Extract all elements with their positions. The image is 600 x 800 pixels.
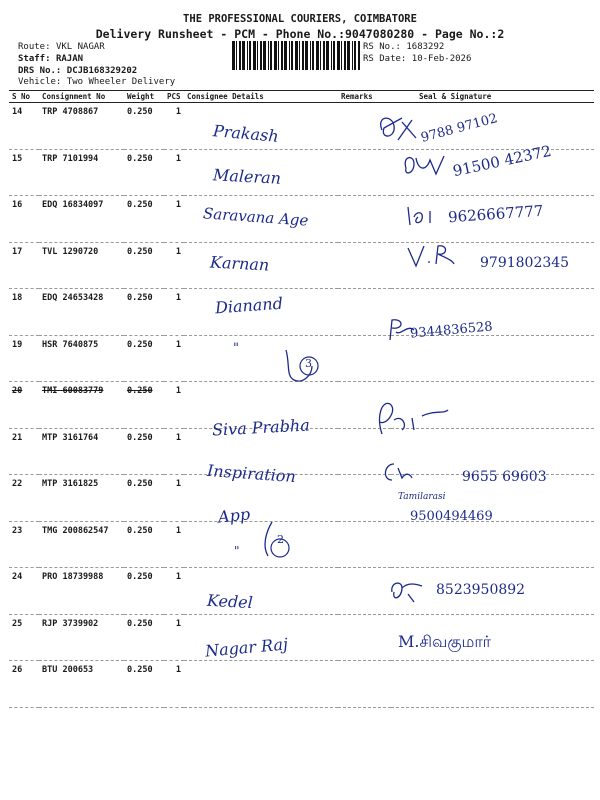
table-row bbox=[9, 428, 594, 475]
handwriting-consignee: Dianand bbox=[214, 293, 284, 318]
route-label: Route: bbox=[18, 42, 51, 52]
cell-weight: 0.250 bbox=[124, 149, 164, 196]
cell-consignment: TRP 7101994 bbox=[39, 149, 124, 196]
signature-note: 91500 42372 bbox=[451, 141, 553, 181]
signature-scribble-icon bbox=[380, 458, 416, 486]
cell-consignee bbox=[184, 661, 338, 708]
cell-consignment: MTP 3161764 bbox=[39, 428, 124, 475]
cell-pcs: 1 bbox=[164, 568, 184, 615]
handwriting-consignee: Kedel bbox=[206, 590, 254, 613]
cell-sno: 24 bbox=[9, 568, 39, 615]
rs-no-label: RS No.: bbox=[363, 42, 401, 52]
handwriting-consignee: Karnan bbox=[209, 252, 270, 275]
runsheet-subtitle: Delivery Runsheet - PCM - Phone No.:9047080280 - Page No.:2 bbox=[95, 27, 505, 41]
cell-sno: 17 bbox=[9, 242, 39, 289]
cell-weight: 0.250 bbox=[124, 335, 164, 382]
handwriting-consignee: Inspiration bbox=[206, 460, 297, 487]
signature-note: 9344836528 bbox=[409, 319, 494, 342]
cell-consignment: PRO 18739988 bbox=[39, 568, 124, 615]
cell-pcs: 1 bbox=[164, 289, 184, 336]
circled-number: 2 bbox=[277, 533, 284, 546]
cell-remarks bbox=[338, 521, 391, 568]
cell-remarks bbox=[338, 149, 391, 196]
handwriting-consignee: Siva Prabha bbox=[211, 415, 311, 440]
table-row bbox=[9, 103, 594, 150]
cell-remarks bbox=[338, 568, 391, 615]
rs-no-line bbox=[363, 42, 444, 52]
rs-date-label: RS Date: bbox=[363, 54, 407, 64]
cell-pcs: 1 bbox=[164, 614, 184, 661]
signature-scribble-icon bbox=[404, 203, 440, 229]
cell-pcs: 1 bbox=[164, 428, 184, 475]
cell-pcs: 1 bbox=[164, 335, 184, 382]
col-header-weight: Weight bbox=[124, 91, 164, 103]
cell-consignment: HSR 7640875 bbox=[39, 335, 124, 382]
cell-weight: 0.250 bbox=[124, 382, 164, 429]
cell-pcs: 1 bbox=[164, 382, 184, 429]
cell-weight: 0.250 bbox=[124, 614, 164, 661]
rs-no-value: 1683292 bbox=[406, 42, 445, 52]
drs-value: DCJB168329202 bbox=[66, 66, 138, 76]
col-header-consignment: Consignment No bbox=[39, 91, 124, 103]
signature-note: M.சிவகுமார் bbox=[398, 632, 492, 651]
cell-sno: 23 bbox=[9, 521, 39, 568]
circled-mark-icon bbox=[282, 346, 322, 386]
table-header-row bbox=[9, 91, 594, 103]
cell-consignment: TVL 1290720 bbox=[39, 242, 124, 289]
company-title: THE PROFESSIONAL COURIERS, COIMBATORE bbox=[183, 13, 417, 25]
cell-pcs: 1 bbox=[164, 242, 184, 289]
handwriting-consignee: Maleran bbox=[212, 165, 282, 188]
table-row bbox=[9, 661, 594, 708]
cell-sno: 25 bbox=[9, 614, 39, 661]
cell-sno: 22 bbox=[9, 475, 39, 522]
cell-weight: 0.250 bbox=[124, 521, 164, 568]
handwriting-consignee: Prakash bbox=[212, 121, 280, 146]
col-header-pcs: PCS bbox=[164, 91, 184, 103]
cell-pcs: 1 bbox=[164, 149, 184, 196]
signature-note: 9655 69603 bbox=[462, 469, 547, 485]
cell-consignment: EDQ 16834097 bbox=[39, 196, 124, 243]
cell-consignment: EDQ 24653428 bbox=[39, 289, 124, 336]
cell-sno: 15 bbox=[9, 149, 39, 196]
cell-pcs: 1 bbox=[164, 103, 184, 150]
cell-signature bbox=[391, 661, 594, 708]
handwriting-consignee: Saravana Age bbox=[202, 204, 309, 230]
col-header-consignee: Consignee Details bbox=[184, 91, 338, 103]
cell-weight: 0.250 bbox=[124, 428, 164, 475]
signature-scribble-icon bbox=[372, 396, 452, 440]
staff-value: RAJAN bbox=[55, 54, 84, 64]
cell-sno: 26 bbox=[9, 661, 39, 708]
route-line bbox=[18, 42, 105, 52]
cell-sno: 16 bbox=[9, 196, 39, 243]
cell-sno: 19 bbox=[9, 335, 39, 382]
vehicle-value: Two Wheeler Delivery bbox=[66, 77, 176, 87]
cell-remarks bbox=[338, 196, 391, 243]
cell-signature bbox=[391, 335, 594, 382]
cell-weight: 0.250 bbox=[124, 196, 164, 243]
rs-date-line bbox=[363, 54, 471, 64]
table-row bbox=[9, 614, 594, 661]
cell-consignment: TRP 4708867 bbox=[39, 103, 124, 150]
cell-sno: 14 bbox=[9, 103, 39, 150]
col-header-remarks: Remarks bbox=[338, 91, 391, 103]
cell-consignment: TMG 200862547 bbox=[39, 521, 124, 568]
cell-pcs: 1 bbox=[164, 196, 184, 243]
circled-mark-icon bbox=[250, 520, 296, 566]
cell-signature bbox=[391, 521, 594, 568]
handwriting-consignee: " bbox=[233, 341, 239, 356]
signature-note: 9500494469 bbox=[410, 509, 493, 524]
cell-remarks bbox=[338, 614, 391, 661]
signature-note: 9791802345 bbox=[480, 255, 570, 271]
cell-weight: 0.250 bbox=[124, 475, 164, 522]
cell-consignment: TMI 60083779 bbox=[39, 382, 124, 429]
cell-consignment: BTU 200653 bbox=[39, 661, 124, 708]
vehicle-label: Vehicle: bbox=[18, 77, 62, 87]
signature-note: 9626667777 bbox=[447, 201, 544, 227]
runsheet-table bbox=[9, 90, 594, 708]
cell-weight: 0.250 bbox=[124, 661, 164, 708]
signature-note: Tamilarasi bbox=[398, 492, 446, 502]
signature-scribble-icon bbox=[386, 576, 428, 606]
signature-scribble-icon bbox=[400, 150, 450, 184]
col-header-signature: Seal & Signature bbox=[391, 91, 594, 103]
signature-note: 9788 97102 bbox=[419, 111, 500, 146]
circled-number: 3 bbox=[305, 357, 312, 370]
rs-date-value: 10-Feb-2026 bbox=[411, 54, 472, 64]
drs-line bbox=[18, 66, 137, 76]
cell-pcs: 1 bbox=[164, 475, 184, 522]
cell-weight: 0.250 bbox=[124, 242, 164, 289]
cell-remarks bbox=[338, 242, 391, 289]
cell-pcs: 1 bbox=[164, 521, 184, 568]
handwriting-consignee: Nagar Raj bbox=[204, 634, 289, 661]
staff-line bbox=[18, 54, 83, 64]
table-row bbox=[9, 289, 594, 336]
drs-label: DRS No.: bbox=[18, 66, 62, 76]
signature-scribble-icon bbox=[404, 242, 456, 272]
cell-weight: 0.250 bbox=[124, 289, 164, 336]
cell-remarks bbox=[338, 661, 391, 708]
cell-weight: 0.250 bbox=[124, 568, 164, 615]
cell-consignment: RJP 3739902 bbox=[39, 614, 124, 661]
staff-label: Staff: bbox=[18, 54, 51, 64]
barcode-icon bbox=[232, 41, 360, 70]
cell-sno: 18 bbox=[9, 289, 39, 336]
cell-weight: 0.250 bbox=[124, 103, 164, 150]
signature-note: 8523950892 bbox=[436, 582, 526, 598]
cell-sno: 21 bbox=[9, 428, 39, 475]
col-header-sno: S No bbox=[9, 91, 39, 103]
cell-consignment: MTP 3161825 bbox=[39, 475, 124, 522]
handwriting-consignee: App bbox=[217, 504, 251, 527]
cell-pcs: 1 bbox=[164, 661, 184, 708]
handwriting-consignee: " bbox=[234, 544, 240, 558]
vehicle-line bbox=[18, 77, 175, 87]
table-row bbox=[9, 521, 594, 568]
cell-sno: 20 bbox=[9, 382, 39, 429]
route-value: VKL NAGAR bbox=[55, 42, 105, 52]
